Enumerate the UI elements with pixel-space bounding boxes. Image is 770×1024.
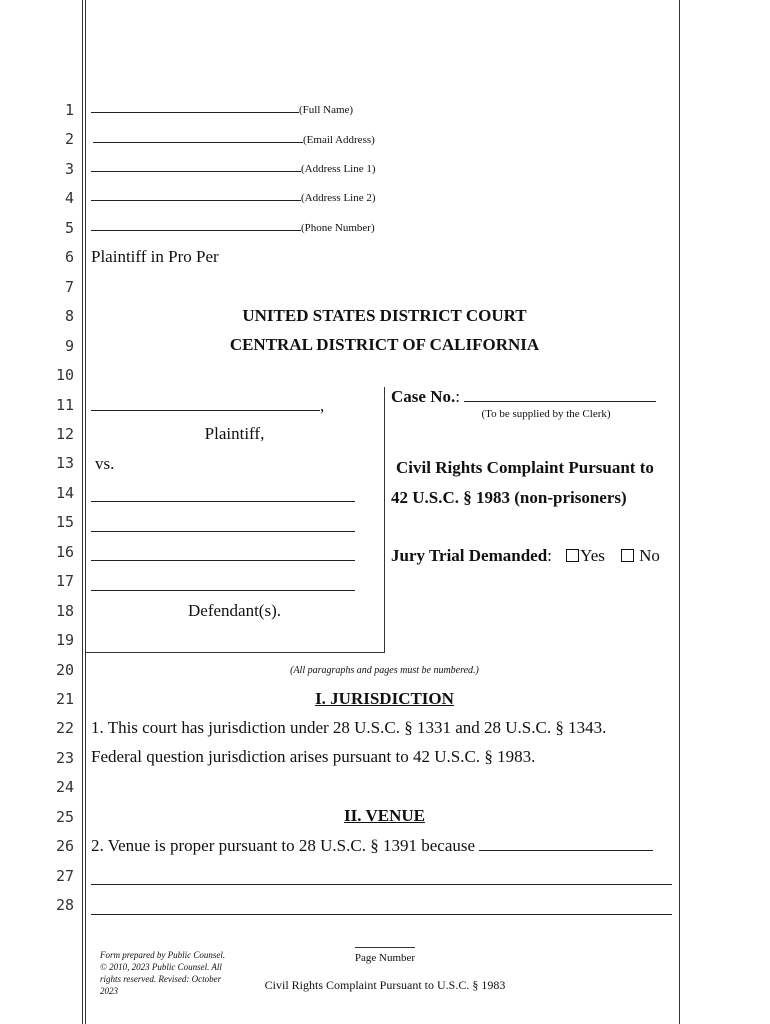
footer-prepared-by: Form prepared by Public Counsel. © 2010, 2023 Public Counsel. All rights reserved. Revised: October 2023 <box>100 950 226 996</box>
right-margin-rule <box>679 0 680 1024</box>
full-name-label: (Full Name) <box>299 104 354 116</box>
case-no-line: Case No.: <box>391 387 656 407</box>
line-number: 14 <box>55 483 74 502</box>
line-number: 9 <box>64 336 74 355</box>
caption-divider-vertical <box>384 387 385 653</box>
line-number: 5 <box>64 218 74 237</box>
complaint-title-1: Civil Rights Complaint Pursuant to <box>396 458 654 477</box>
line-number: 20 <box>55 660 74 679</box>
address2-label: (Address Line 2) <box>301 192 376 204</box>
numbering-note: (All paragraphs and pages must be numbered.) <box>290 665 479 676</box>
venue-paragraph: 2. Venue is proper pursuant to 28 U.S.C. § 1391 because <box>91 836 653 856</box>
line-number: 4 <box>64 189 74 208</box>
address1-label: (Address Line 1) <box>301 163 376 175</box>
jury-yes-checkbox[interactable] <box>566 549 579 562</box>
line-number: 6 <box>64 248 74 267</box>
line-number: 1 <box>64 101 74 119</box>
defendant-line-3 <box>91 546 355 566</box>
plaintiff-name-line: , <box>91 396 324 416</box>
address2-line <box>91 192 376 204</box>
jury-no-checkbox[interactable] <box>621 549 634 562</box>
line-number: 23 <box>55 748 74 767</box>
caption-divider-horizontal <box>86 652 385 653</box>
court-district: CENTRAL DISTRICT OF CALIFORNIA <box>229 335 540 354</box>
line-number: 10 <box>55 366 74 385</box>
jurisdiction-paragraph-1: 1. This court has jurisdiction under 28 U.S.C. § 1331 and 28 U.S.C. § 1343. <box>91 718 607 737</box>
jury-yes-label: Yes <box>580 546 605 565</box>
email-label: (Email Address) <box>303 134 375 146</box>
line-number: 26 <box>55 837 74 856</box>
plaintiff-label: Plaintiff, <box>204 424 265 443</box>
defendant-line-1 <box>91 487 355 507</box>
jury-no-label: No <box>639 546 660 565</box>
line-number: 15 <box>55 513 74 532</box>
phone-line <box>91 222 375 234</box>
line-number: 18 <box>55 601 74 620</box>
page-number-rule <box>355 947 415 948</box>
line-number: 22 <box>55 719 74 738</box>
line-number: 21 <box>55 690 74 708</box>
venue-heading: II. VENUE <box>344 806 425 825</box>
full-name-line <box>91 104 353 116</box>
line-number: 12 <box>55 424 74 443</box>
jurisdiction-paragraph-2: Federal question jurisdiction arises pursuant to 42 U.S.C. § 1983. <box>91 747 536 766</box>
jury-trial-line: Jury Trial Demanded: Yes No <box>391 546 660 565</box>
line-number: 25 <box>55 807 74 826</box>
venue-blank-line-2 <box>91 900 672 920</box>
line-number: 24 <box>55 778 74 797</box>
line-number: 16 <box>55 542 74 561</box>
line-number: 19 <box>55 631 74 650</box>
address1-line <box>91 163 376 175</box>
line-number: 17 <box>55 572 74 591</box>
defendants-label: Defendant(s). <box>188 601 281 620</box>
venue-blank-line-1 <box>91 870 672 890</box>
line-number: 28 <box>55 896 74 915</box>
case-no-label: Case No. <box>391 387 456 406</box>
phone-label: (Phone Number) <box>301 222 375 234</box>
line-number: 2 <box>64 130 74 149</box>
left-margin-rule-outer <box>82 0 83 1024</box>
vs-label: vs. <box>95 454 115 473</box>
line-number: 27 <box>55 866 74 885</box>
case-no-note: (To be supplied by the Clerk) <box>481 408 611 420</box>
page-number-label: Page Number <box>354 952 416 964</box>
plaintiff-in-pro-per: Plaintiff in Pro Per <box>91 247 219 266</box>
court-name: UNITED STATES DISTRICT COURT <box>242 306 527 325</box>
line-number: 11 <box>55 395 74 414</box>
jury-trial-label: Jury Trial Demanded <box>391 546 548 565</box>
line-number: 13 <box>55 454 74 473</box>
line-number: 8 <box>64 307 74 326</box>
left-margin-rule-inner <box>85 0 86 1024</box>
email-line <box>93 134 375 146</box>
line-number: 3 <box>64 159 74 178</box>
defendant-line-4 <box>91 576 355 596</box>
jurisdiction-heading: I. JURISDICTION <box>315 689 454 708</box>
line-number: 7 <box>64 277 74 296</box>
complaint-title-2: 42 U.S.C. § 1983 (non-prisoners) <box>391 488 627 507</box>
defendant-line-2 <box>91 517 355 537</box>
footer-form-title: Civil Rights Complaint Pursuant to U.S.C. § 1983 <box>264 978 506 992</box>
